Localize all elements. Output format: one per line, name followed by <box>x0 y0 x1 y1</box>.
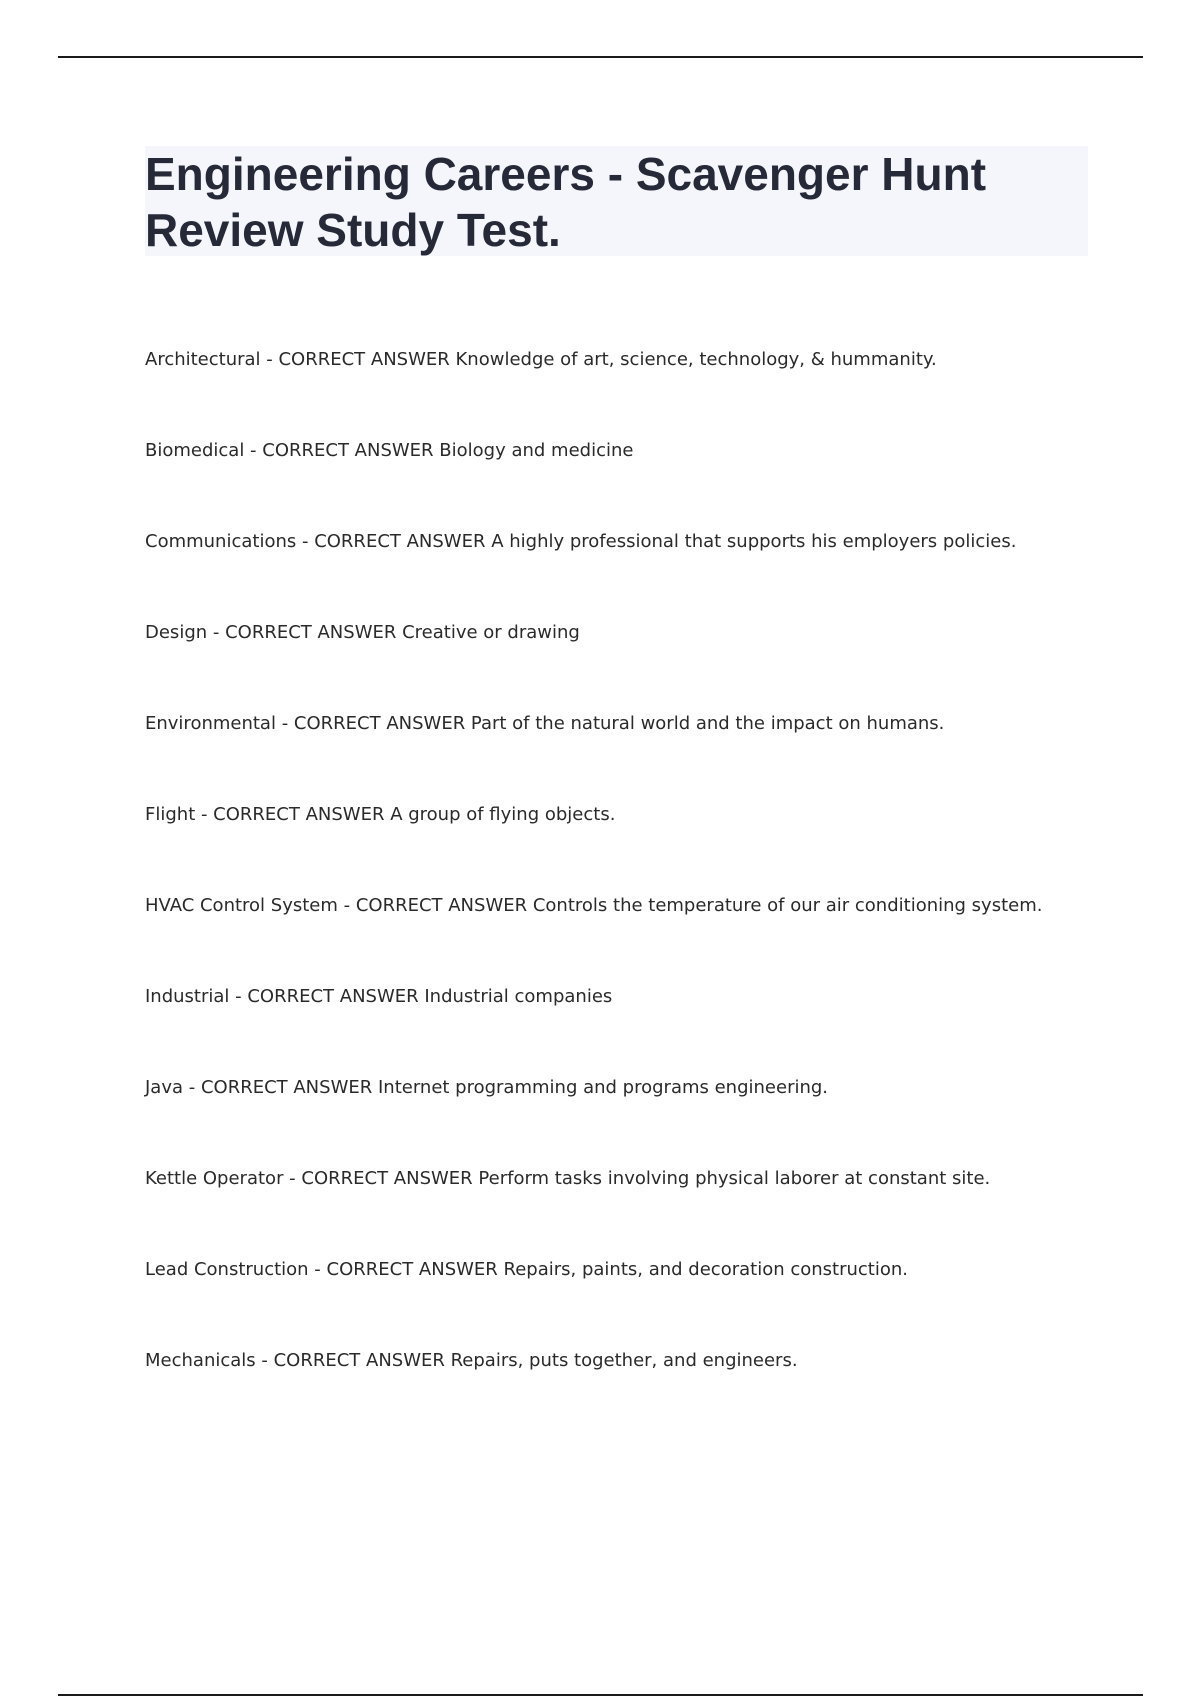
bottom-rule <box>58 1694 1143 1696</box>
title-block <box>145 146 1088 256</box>
document-title: Engineering Careers - Scavenger Hunt Review Study Test. <box>145 148 987 256</box>
qa-item-industrial: Industrial - CORRECT ANSWER Industrial companies <box>145 986 613 1007</box>
qa-item-biomedical: Biomedical - CORRECT ANSWER Biology and medicine <box>145 440 634 461</box>
qa-item-hvac-control-system: HVAC Control System - CORRECT ANSWER Controls the temperature of our air conditioning system. <box>145 895 1043 916</box>
qa-item-lead-construction: Lead Construction - CORRECT ANSWER Repairs, paints, and decoration construction. <box>145 1259 909 1280</box>
qa-item-flight: Flight - CORRECT ANSWER A group of flying objects. <box>145 804 616 825</box>
qa-item-environmental: Environmental - CORRECT ANSWER Part of the natural world and the impact on humans. <box>145 713 945 734</box>
qa-item-mechanicals: Mechanicals - CORRECT ANSWER Repairs, puts together, and engineers. <box>145 1350 798 1371</box>
top-rule <box>58 56 1143 58</box>
qa-item-design: Design - CORRECT ANSWER Creative or drawing <box>145 622 580 643</box>
qa-item-communications: Communications - CORRECT ANSWER A highly professional that supports his employers policies. <box>145 531 1017 552</box>
qa-list <box>145 344 1105 1436</box>
qa-item-architectural: Architectural - CORRECT ANSWER Knowledge of art, science, technology, & hummanity. <box>145 349 937 370</box>
qa-item-kettle-operator: Kettle Operator - CORRECT ANSWER Perform tasks involving physical laborer at constant site. <box>145 1168 991 1189</box>
qa-item-java: Java - CORRECT ANSWER Internet programming and programs engineering. <box>145 1077 829 1098</box>
